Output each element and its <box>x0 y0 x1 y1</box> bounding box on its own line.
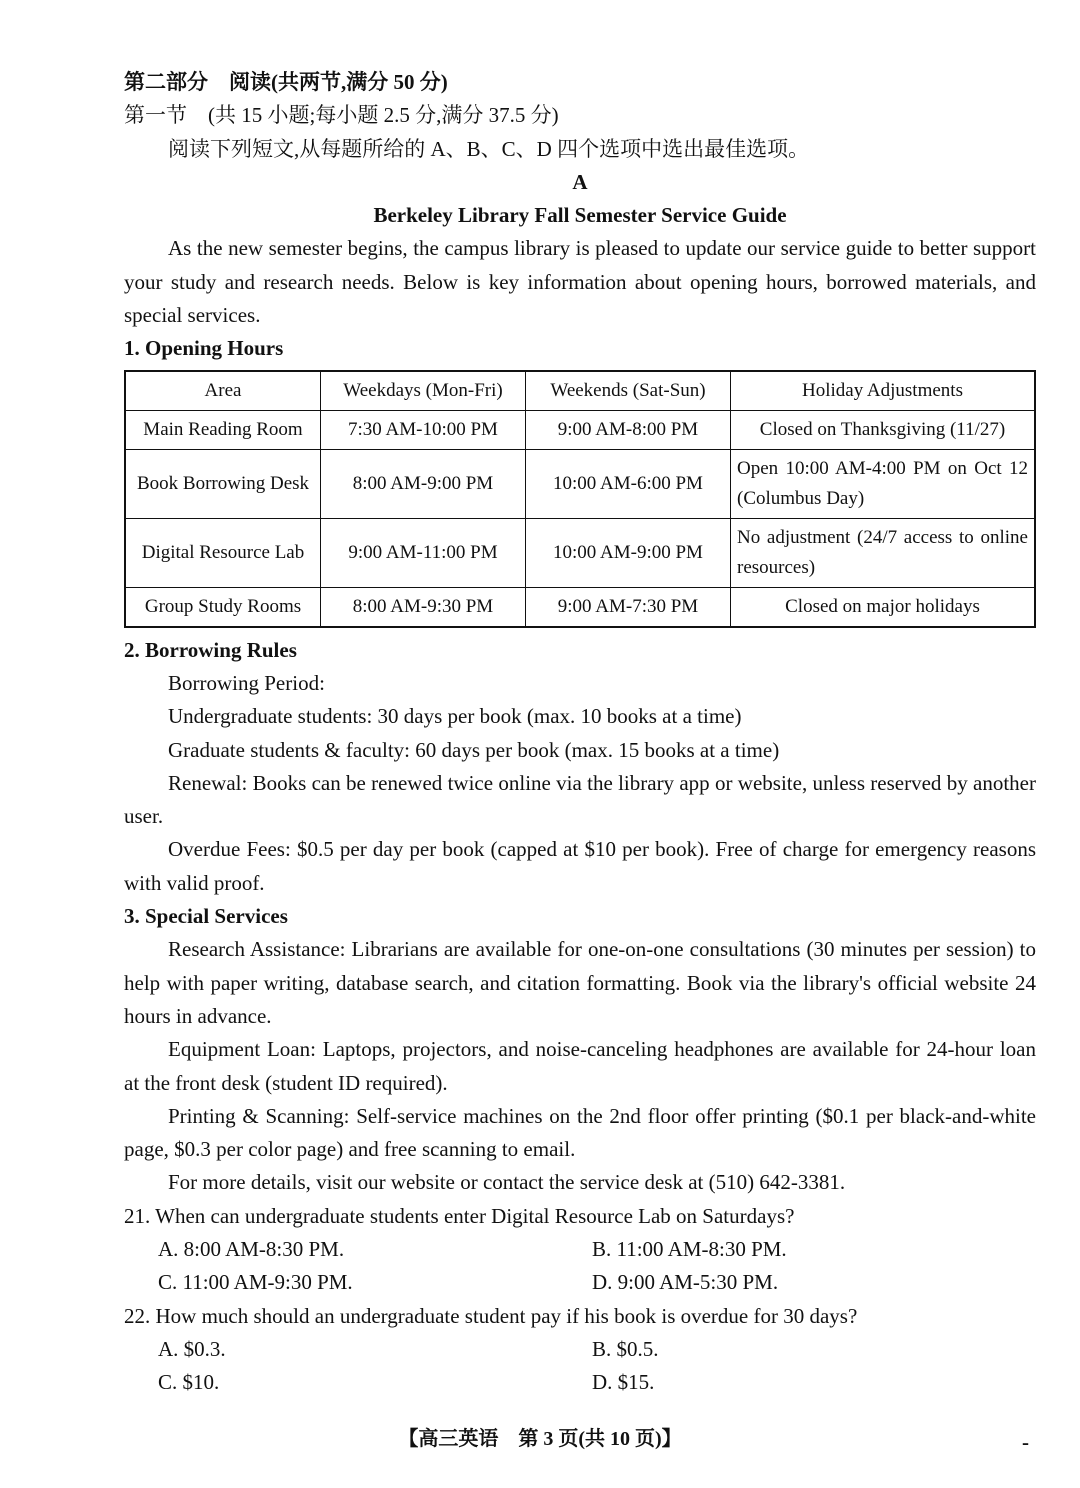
question-22: 22. How much should an undergraduate student pay if his book is overdue for 30 days? <box>124 1303 858 1328</box>
option-c: C. $10. <box>158 1370 220 1395</box>
grad-rule: Graduate students & faculty: 60 days per book (max. 15 books at a time) <box>168 737 780 762</box>
printing-scanning: Printing & Scanning: Self-service machines on the 2nd floor offer printing ($0.1 per black-and-white page, $0.3 per color page) and free scanning to email. <box>124 1103 1036 1162</box>
option-d: D. 9:00 AM-5:30 PM. <box>592 1270 779 1295</box>
equipment-loan: Equipment Loan: Laptops, projectors, and noise-canceling headphones are available for 24-hour loan at the front desk (student ID required). <box>124 1037 1036 1095</box>
table-cell: Digital Resource Lab <box>125 518 321 587</box>
table-row <box>125 587 1035 627</box>
intro-paragraph: As the new semester begins, the campus library is pleased to update our service guide to better support your study and research needs. Below is key information about opening hours, borrowed materials, and special services. <box>124 236 1036 328</box>
overdue-rule: Overdue Fees: $0.5 per day per book (capped at $10 per book). Free of charge for emergency reasons with valid proof. <box>124 837 1036 895</box>
table-row <box>125 410 1035 449</box>
table-header: Holiday Adjustments <box>731 371 1036 411</box>
table-header: Area <box>125 371 321 411</box>
exam-page <box>124 66 1036 1400</box>
footer-mark: - <box>1022 1430 1029 1454</box>
research-assistance: Research Assistance: Librarians are available for one-on-one consultations (30 minutes per session) to help with paper writing, database search, and citation formatting. Book via the library's official website 24 hours in advance. <box>124 937 1036 1028</box>
opening-hours-table <box>124 370 1036 628</box>
option-a: A. 8:00 AM-8:30 PM. <box>158 1237 345 1262</box>
passage-title: Berkeley Library Fall Semester Service Guide <box>373 203 787 228</box>
table-header: Weekdays (Mon-Fri) <box>321 371 526 411</box>
borrowing-period: Borrowing Period: <box>168 670 325 695</box>
option-b: B. 11:00 AM-8:30 PM. <box>592 1237 787 1262</box>
undergrad-rule: Undergraduate students: 30 days per book (max. 10 books at a time) <box>168 704 742 729</box>
option-b: B. $0.5. <box>592 1336 659 1361</box>
section-heading: 第一节 (共 15 小题;每小题 2.5 分,满分 37.5 分) <box>124 103 559 128</box>
part-heading: 第二部分 阅读(共两节,满分 50 分) <box>124 70 448 94</box>
option-d: D. $15. <box>592 1370 655 1395</box>
table-cell: 10:00 AM-6:00 PM <box>526 449 731 518</box>
renewal-rule: Renewal: Books can be renewed twice online via the library app or website, unless reserved by another user. <box>124 770 1036 829</box>
table-cell: Book Borrowing Desk <box>125 449 321 518</box>
table-cell: Group Study Rooms <box>125 587 321 627</box>
table-cell: 9:00 AM-8:00 PM <box>526 410 731 449</box>
section-3-heading: 3. Special Services <box>124 904 288 929</box>
question-21: 21. When can undergraduate students enter Digital Resource Lab on Saturdays? <box>124 1203 795 1228</box>
table-header-row <box>125 371 1035 411</box>
page-footer: 【高三英语 第 3 页(共 10 页)】 <box>398 1428 682 1450</box>
option-c: C. 11:00 AM-9:30 PM. <box>158 1270 353 1295</box>
table-cell: Closed on Thanksgiving (11/27) <box>731 410 1036 449</box>
table-cell: Closed on major holidays <box>731 587 1036 627</box>
table-cell: 8:00 AM-9:30 PM <box>321 587 526 627</box>
passage-letter: A <box>572 169 588 194</box>
question-22-options <box>124 1333 1036 1400</box>
table-row <box>125 518 1035 587</box>
table-cell: No adjustment (24/7 access to online resources) <box>731 518 1036 587</box>
instruction: 阅读下列短文,从每题所给的 A、B、C、D 四个选项中选出最佳选项。 <box>168 136 810 161</box>
table-cell: 8:00 AM-9:00 PM <box>321 449 526 518</box>
table-header: Weekends (Sat-Sun) <box>526 371 731 411</box>
table-cell: Open 10:00 AM-4:00 PM on Oct 12 (Columbus Day) <box>731 449 1036 518</box>
section-2-heading: 2. Borrowing Rules <box>124 637 297 662</box>
table-cell: 10:00 AM-9:00 PM <box>526 518 731 587</box>
table-cell: 9:00 AM-11:00 PM <box>321 518 526 587</box>
contact-info: For more details, visit our website or contact the service desk at (510) 642-3381. <box>168 1170 846 1195</box>
option-a: A. $0.3. <box>158 1336 226 1361</box>
table-cell: Main Reading Room <box>125 410 321 449</box>
question-21-options <box>124 1233 1036 1300</box>
table-cell: 7:30 AM-10:00 PM <box>321 410 526 449</box>
table-cell: 9:00 AM-7:30 PM <box>526 587 731 627</box>
table-row <box>125 449 1035 518</box>
section-1-heading: 1. Opening Hours <box>124 336 284 361</box>
